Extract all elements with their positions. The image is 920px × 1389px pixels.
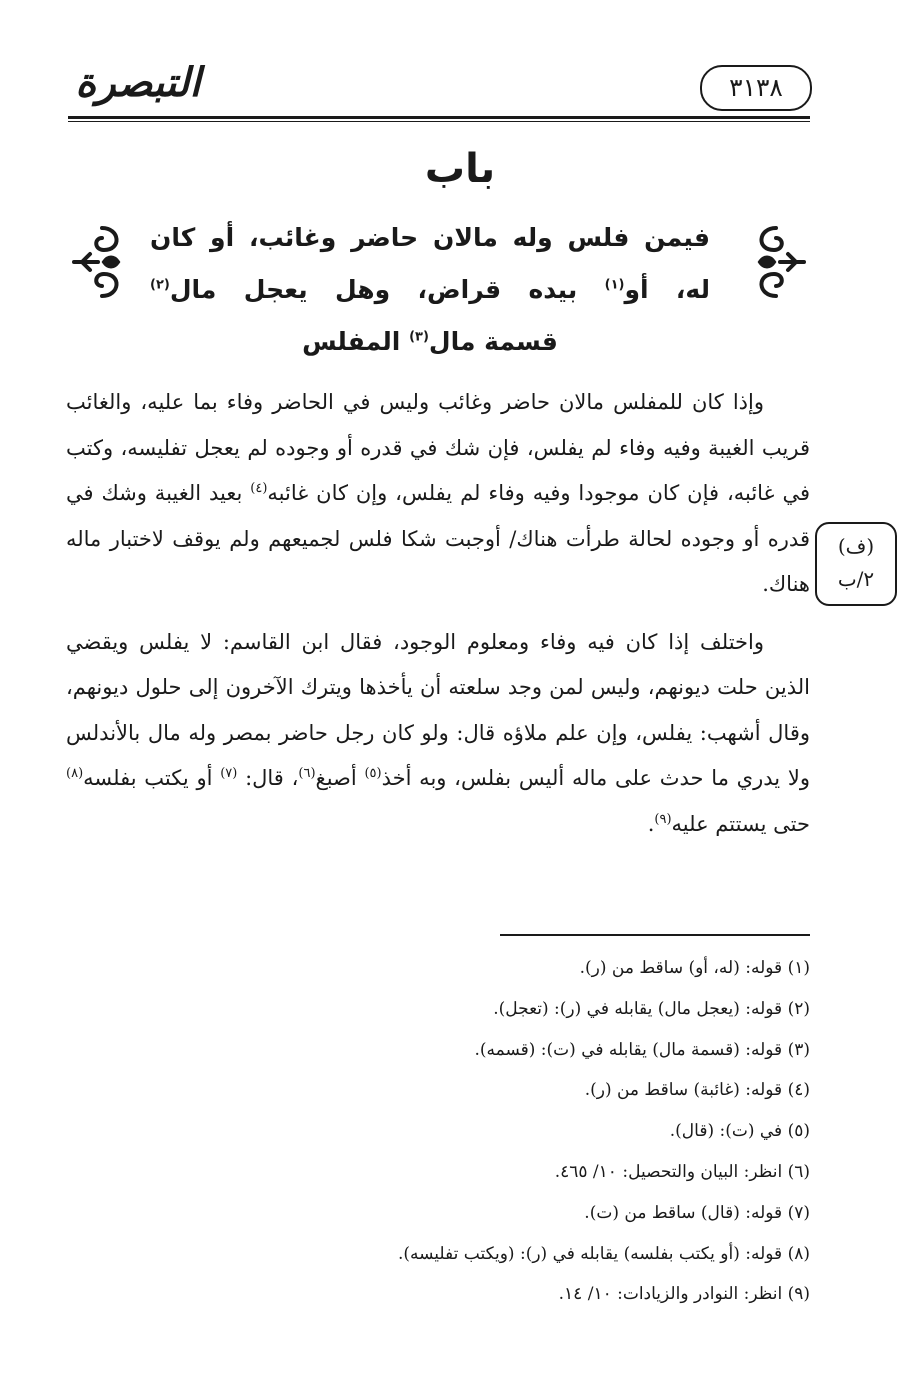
paragraph-1: [66, 380, 810, 608]
header-rule: [68, 116, 810, 119]
paragraph-segment: وإذا كان للمفلس مالان حاضر وغائب وليس في الحاضر وفاء بما عليه، والغائب قريب الغيبة وفيه وفاء لم يفلس، فإن شك في قدره أو وجوده لم يعجل تفليسه، وكتب في غائبه، فإن كان موجودا وفيه وفاء لم يفلس، وإن كان غائبه: [66, 390, 810, 505]
manuscript-marker: [815, 522, 897, 606]
chapter-title-segment: بيده قراض، وهل يعجل مال: [169, 275, 578, 304]
manuscript-marker-line-2: ٢/ب: [837, 567, 875, 591]
paragraph-segment: أو يكتب بفلسه: [83, 766, 221, 790]
footnote-6: (٦) انظر: البيان والتحصيل: ١٠/ ٤٦٥.: [554, 1161, 810, 1182]
running-book-title: التبصرة: [75, 60, 201, 106]
chapter-title-segment: له، أو: [624, 275, 710, 304]
footnote-7: (٧) قوله: (قال) ساقط من (ت).: [584, 1202, 810, 1223]
footnote-ref: (٢): [150, 277, 170, 293]
paragraph-segment: بعيد الغيبة وشك في قدره أو وجوده لحالة طرأت هناك/ أوجبت شكا فلس لجميعهم ولم يوقف لاختبار ماله هناك.: [66, 481, 810, 596]
footnotes: [66, 948, 810, 1315]
footnote-5: (٥) في (ت): (قال).: [669, 1121, 810, 1142]
footnote-separator: [500, 934, 810, 936]
chapter-title-line-1: فيمن فلس وله مالان حاضر وغائب، أو كان: [150, 223, 710, 252]
chapter-title-segment: المفلس: [302, 327, 401, 356]
footnote-ref: (١): [604, 277, 625, 293]
footnote-2: (٢) قوله: (يعجل مال) يقابله في (ر): (تعجل).: [493, 998, 810, 1019]
paragraph-segment: واختلف إذا كان فيه وفاء ومعلوم الوجود، فقال ابن القاسم: لا يفلس ويقضي الذين حلت ديونهم، وليس لمن وجد سلعته أن يأخذها ويترك الآخرون إلى حلول ديونهم، وقال أشهب: يفلس، وإن علم ملاؤه قال: ولو كان رجل حاضر بمصر وله مال بالأندلس ولا يدري ما حدث على ماله أليس بفلس، وبه أخذ: [66, 629, 810, 790]
footnote-ref: (٥): [364, 766, 382, 781]
footnote-8: (٨) قوله: (أو يكتب بفلسه) يقابله في (ر): (ويكتب تفليسه).: [397, 1243, 810, 1264]
footnote-ref: (٧): [220, 766, 238, 781]
ornament-left-icon: [70, 220, 134, 304]
chapter-title-line-2: [150, 264, 710, 316]
body-text: [66, 380, 810, 847]
header-rule-thin: [68, 121, 810, 122]
chapter-title: [150, 212, 710, 368]
footnote-4: (٤) قوله: (غائبة) ساقط من (ر).: [584, 1080, 810, 1101]
paragraph-segment: .: [647, 811, 655, 836]
footnote-ref: (٩): [654, 811, 672, 827]
footnote-ref: (٦): [298, 766, 316, 781]
page-number: ٣١٣٨: [700, 65, 812, 111]
paragraph-segment: حتى يستتم عليه: [671, 811, 810, 836]
paragraph-segment: أصبغ: [315, 766, 365, 790]
footnote-ref: (٨): [66, 766, 84, 781]
footnote-ref: (٤): [250, 481, 268, 496]
chapter-title-segment: قسمة مال: [428, 327, 558, 356]
paragraph-segment: ، قال:: [237, 766, 299, 790]
chapter-label: باب: [424, 146, 496, 192]
footnote-ref: (٣): [409, 329, 429, 345]
ornament-right-icon: [744, 220, 808, 304]
footnote-1: (١) قوله: (له، أو) ساقط من (ر).: [579, 958, 810, 978]
paragraph-2: [66, 620, 810, 848]
footnote-3: (٣) قوله: (قسمة مال) يقابله في (ت): (قسمه).: [474, 1039, 810, 1060]
footnote-9: (٩) انظر: النوادر والزيادات: ١٠/ ١٤.: [558, 1284, 810, 1305]
chapter-title-line-3: [150, 316, 710, 368]
manuscript-marker-line-1: (ف): [837, 534, 875, 558]
